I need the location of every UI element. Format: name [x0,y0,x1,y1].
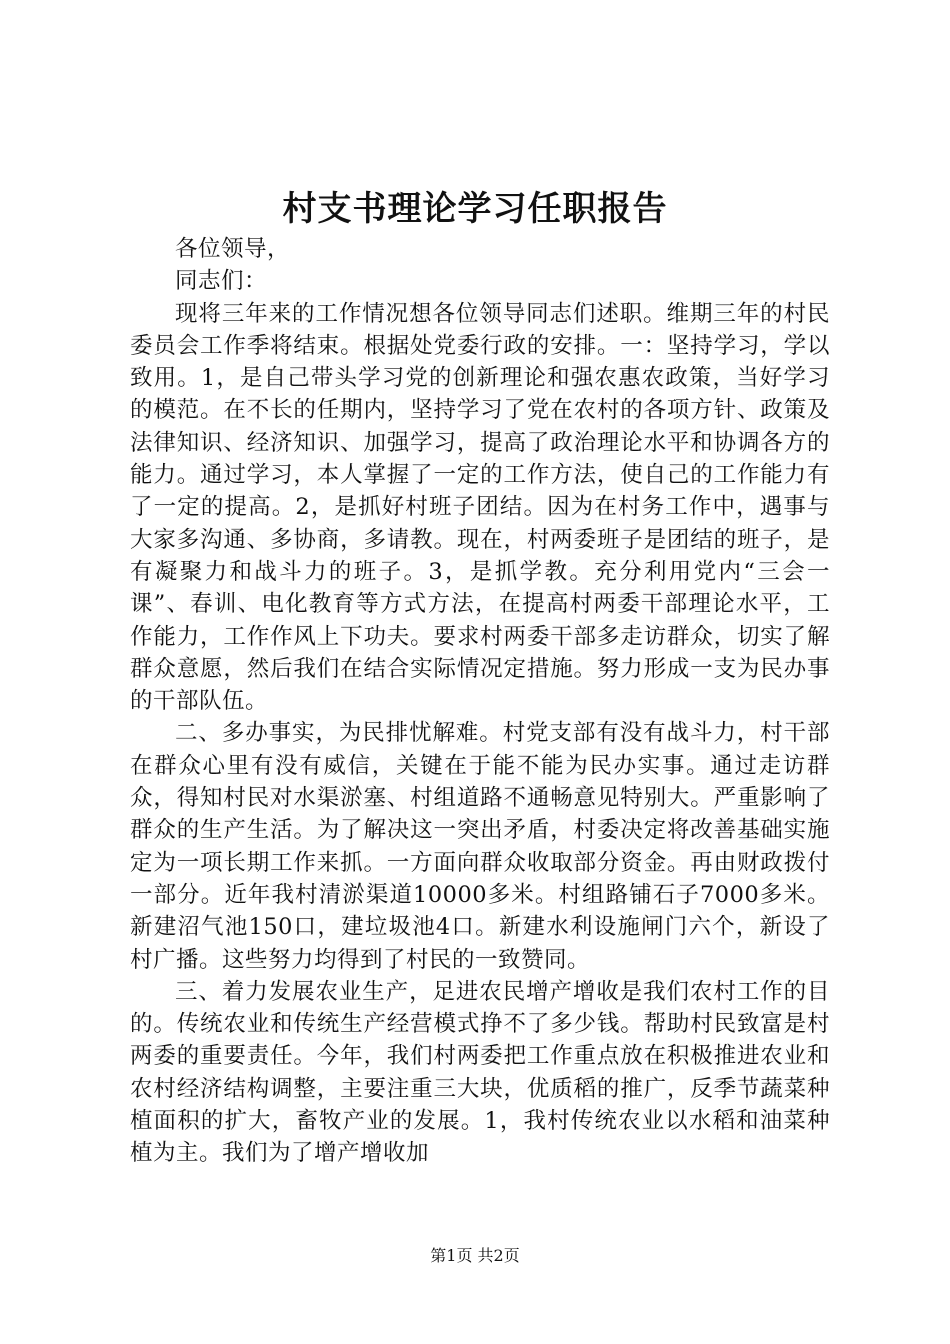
document-title: 村支书理论学习任职报告 [282,189,668,229]
salutation-comrades: 同志们： [175,268,268,295]
page-footer: 第1页 共2页 [430,1246,520,1265]
paragraph: 三、着力发展农业生产，足进农民增产增收是我们农村工作的目的。传统农业和传统生产经营模式挣不了多少钱。帮助村民致富是村两委的重要责任。今年，我们村两委把工作重点放在积极推进农业和农村经济结构调整，主要注重三大块，优质稻的推广，反季节蔬菜种植面积的扩大，畜牧产业的发展。1，我村传统农业以水稻和油菜种植为主。我们为了增产增收加 [130,978,830,1167]
document-body [130,233,830,1170]
salutation-leaders: 各位领导， [175,236,291,262]
paragraph: 现将三年来的工作情况想各位领导同志们述职。维期三年的村民委员会工作季将结束。根据处党委行政的安排。一：坚持学习，学以致用。1，是自己带头学习党的创新理论和强农惠农政策，当好学习的模范。在不长的任期内，坚持学习了党在农村的各项方针、政策及法律知识、经济知识、加强学习，提高了政治理论水平和协调各方的能力。通过学习，本人掌握了一定的工作方法，使自己的工作能力有了一定的提高。2，是抓好村班子团结。因为在村务工作中，遇事与大家多沟通、多协商，多请教。现在，村两委班子是团结的班子，是有凝聚力和战斗力的班子。3，是抓学教。充分利用党内“三会一课”、春训、电化教育等方式方法，在提高村两委干部理论水平，工作能力，工作作风上下功夫。要求村两委干部多走访群众，切实了解群众意愿，然后我们在结合实际情况定措施。努力形成一支为民办事的干部队伍。 [130,300,830,715]
paragraph: 二、多办事实，为民排忧解难。村党支部有没有战斗力，村干部在群众心里有没有威信，关键在于能不能为民办实事。通过走访群众，得知村民对水渠淤塞、村组道路不通畅意见特别大。严重影响了群众的生产生活。为了解决这一突出矛盾，村委决定将改善基础实施定为一项长期工作来抓。一方面向群众收取部分资金。再由财政拨付一部分。近年我村清淤渠道10000多米。村组路铺石子7000多米。新建沼气池150口，建垃圾池4口。新建水利设施闸门六个，新设了村广播。这些努力均得到了村民的一致赞同。 [130,720,830,973]
